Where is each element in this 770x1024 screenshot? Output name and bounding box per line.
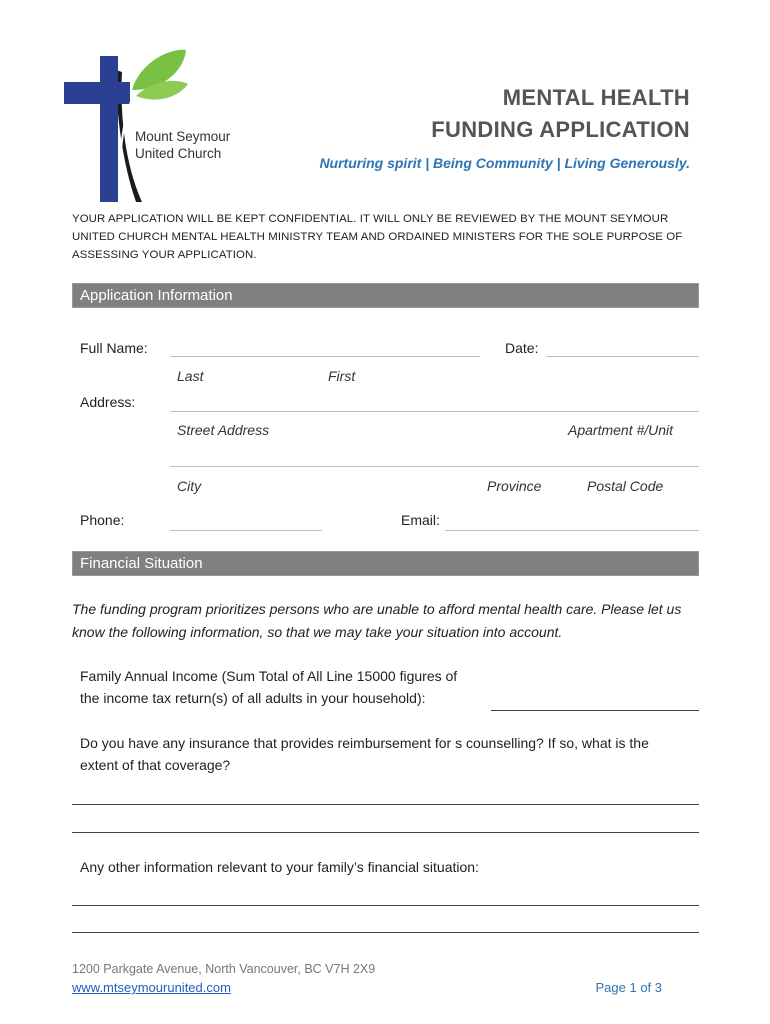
first-name-caption: First <box>328 368 356 384</box>
financial-intro <box>72 598 712 644</box>
section-header-application <box>72 283 699 308</box>
cross-horizontal <box>64 82 130 104</box>
province-caption: Province <box>487 478 542 494</box>
logo-wordmark <box>135 128 230 162</box>
income-question <box>80 665 457 709</box>
email-label: Email: <box>401 512 440 528</box>
website-link[interactable]: www.mtseymourunited.com <box>72 980 231 995</box>
apartment-caption: Apartment #/Unit <box>568 422 674 438</box>
postal-code-caption: Postal Code <box>587 478 664 494</box>
insurance-question-line-1: Do you have any insurance that provides reimbursement for s counselling? If so, what is the <box>80 735 649 751</box>
other-info-answer-line-2[interactable] <box>72 932 699 933</box>
form-title <box>431 82 690 146</box>
income-field[interactable] <box>491 710 699 711</box>
section-title-application: Application Information <box>80 287 233 304</box>
full-name-field[interactable] <box>170 356 480 357</box>
date-field[interactable] <box>546 356 699 357</box>
page-number: Page 1 of 3 <box>595 980 662 995</box>
phone-field[interactable] <box>170 530 322 531</box>
logo-line-2: United Church <box>135 146 222 161</box>
insurance-answer-line-2[interactable] <box>72 832 699 833</box>
section-title-financial: Financial Situation <box>80 555 203 572</box>
footer-address: 1200 Parkgate Avenue, North Vancouver, BC V7H 2X9 <box>72 962 376 976</box>
street-address-field[interactable] <box>170 411 699 412</box>
insurance-question <box>80 732 649 776</box>
cross-vertical <box>100 56 118 202</box>
income-question-line-1: Family Annual Income (Sum Total of All Line 15000 figures of <box>80 668 458 684</box>
full-name-label: Full Name: <box>80 340 148 356</box>
street-address-caption: Street Address <box>177 422 270 438</box>
date-label: Date: <box>505 340 539 356</box>
insurance-question-line-2: extent of that coverage? <box>80 757 231 773</box>
title-line-2: FUNDING APPLICATION <box>431 117 690 142</box>
other-info-question: Any other information relevant to your family’s financial situation: <box>80 859 479 875</box>
phone-label: Phone: <box>80 512 125 528</box>
financial-intro-line-2: know the following information, so that we may take your situation into account. <box>72 624 563 640</box>
other-info-answer-line-1[interactable] <box>72 905 699 906</box>
tagline: Nurturing spirit | Being Community | Living Generously. <box>319 155 690 171</box>
address-label: Address: <box>80 394 136 410</box>
email-field[interactable] <box>445 530 699 531</box>
section-header-financial <box>72 551 699 576</box>
insurance-answer-line-1[interactable] <box>72 804 699 805</box>
church-logo <box>60 42 260 207</box>
confidentiality-notice: YOUR APPLICATION WILL BE KEPT CONFIDENTIAL. IT WILL ONLY BE REVIEWED BY THE MOUNT SEYMOUR UNITED CHURCH MENTAL HEALTH MINISTRY TEAM AND ORDAINED MINISTERS FOR THE SOLE PURPOSE OF ASSESSING YOUR APPLICATION. <box>72 213 683 261</box>
last-name-caption: Last <box>177 368 204 384</box>
financial-intro-line-1: The funding program prioritizes persons who are unable to afford mental health care. Please let us <box>72 601 682 617</box>
logo-line-1: Mount Seymour <box>135 129 231 144</box>
income-question-line-2: the income tax return(s) of all adults in your household): <box>80 690 426 706</box>
title-line-1: MENTAL HEALTH <box>502 85 690 110</box>
city-caption: City <box>177 478 202 494</box>
city-province-postal-field[interactable] <box>170 466 699 467</box>
